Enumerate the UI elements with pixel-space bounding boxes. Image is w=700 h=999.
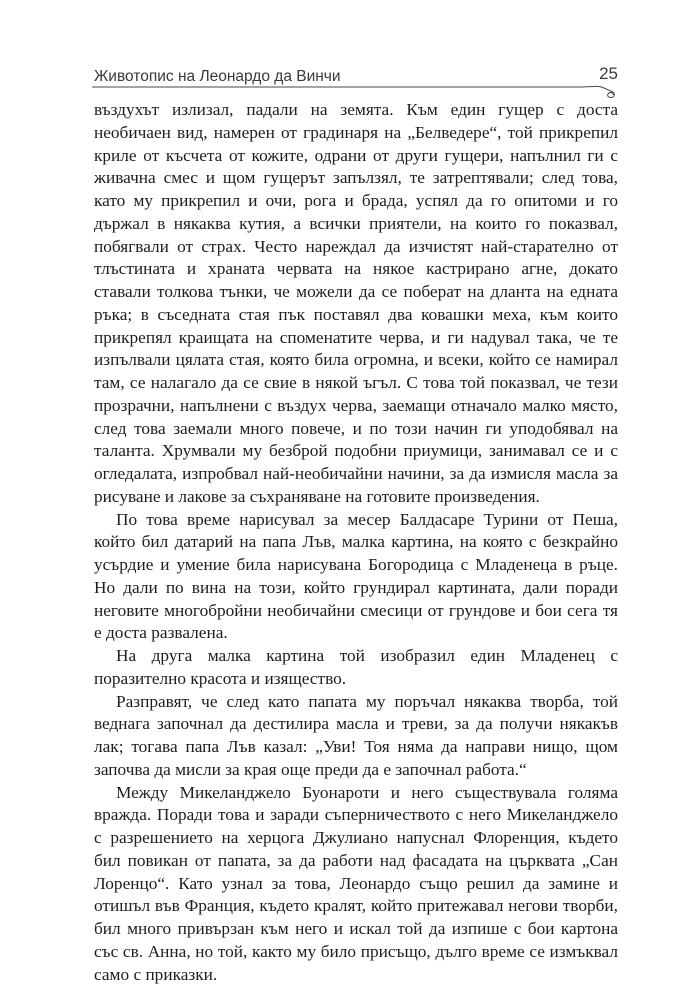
body-text: [94, 99, 618, 986]
header-ornament-rule: [92, 84, 618, 100]
paragraph: Разправят, че след като папата му поръчал някаква творба, той веднага започнал да дестилира масла и треви, за да получи някакъв лак; тогава папа Лъв казал: „Уви! Тоя няма да направи нищо, щом започва да мисли за края още преди да е започнал работа.“: [94, 691, 618, 779]
running-title: Животопис на Леонардо да Винчи: [94, 68, 341, 85]
paragraph: На друга малка картина той изобразил един Младенец с поразително красота и изящество.: [94, 646, 618, 688]
paragraph: Между Микеланджело Буонароти и него съществувала голяма вражда. Поради това и заради съперничеството с него Микеланджело с разрешението на херцога Джулиано напуснал Флоренция, където бил повикан от папата, за да работи над фасадата на църквата „Сан Лоренцо“. Като узнал за това, Леонардо също решил да замине и отишъл във Франция, където кралят, който притежавал негови творби, бил много привързан към него и искал той да изпише с бои картона със св. Анна, но той, както му било присъщо, дълго време се измъквал само с приказки.: [94, 782, 618, 984]
paragraph: По това време нарисувал за месер Балдасаре Турини от Пеша, който бил датарий на папа Лъв, малка картина, на която с безкрайно усърдие и умение била нарисувана Богородица с Младенеца в ръце. Но дали по вина на този, който грундирал картината, дали поради неговите многобройни необичайни смесици от грундове и бои сега тя е доста развалена.: [94, 509, 618, 643]
paragraph: въздухът излизал, падали на земята. Към един гущер с доста необичаен вид, намерен от градинаря на „Белведере“, той прикрепил криле от късчета от кожите, одрани от други гущери, напълнил ги с живачна смес и щом гущерът запълзял, те затрептявали; след това, като му прикрепил и очи, рога и брада, успял да го опитоми и го държал в някаква кутия, а всички приятели, на които го показвал, побягвали от страх. Често нареждал да изчистят най-старателно от тлъстината и храната червата на някое кастрирано агне, докато ставали толкова тънки, че можели да се поберат на дланта на едната ръка; в съседната стая пък поставял два ковашки меха, към които прикрепял краищата на споменатите черва, и ги надувал така, че те изпълвали цялата стая, която била огромна, и всеки, който се намирал там, се налагало да се свие в някой ъгъл. С това той показвал, че тези прозрачни, напълнени с въздух черва, заемащи отначало малко място, след това заемали много повече, и по този начин ги уподобявал на таланта. Хрумвали му безброй подобни приумици, занимавал се и с огледалата, изпробвал най-необичайни начини, за да измисля масла за рисуване и лакове за съхраняване на готовите произведения.: [94, 100, 618, 506]
page-number: 25: [599, 64, 618, 83]
